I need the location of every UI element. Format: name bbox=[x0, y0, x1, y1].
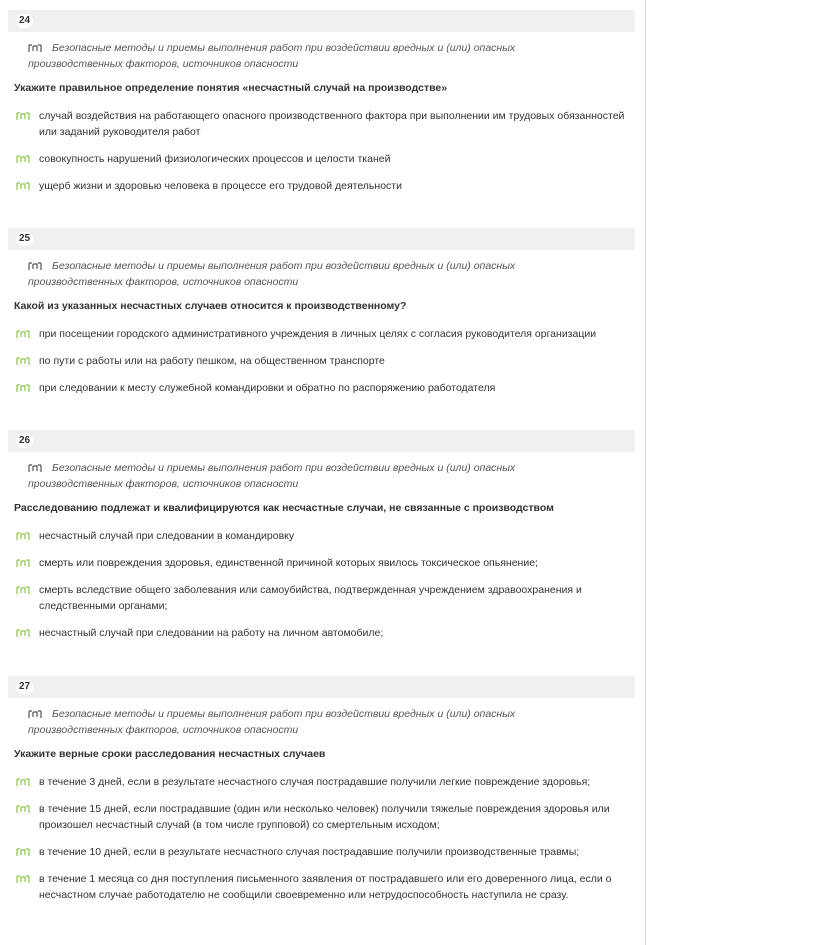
answer-list bbox=[0, 108, 645, 194]
checkbox-icon[interactable] bbox=[16, 804, 30, 814]
answer-option[interactable] bbox=[39, 108, 635, 140]
answer-option[interactable] bbox=[39, 353, 635, 369]
answer-option[interactable] bbox=[39, 801, 635, 833]
answer-option[interactable] bbox=[39, 528, 635, 544]
answer-option[interactable] bbox=[39, 555, 635, 571]
answer-option[interactable] bbox=[39, 844, 635, 860]
answer-text: в течение 1 месяца со дня поступления письменного заявления от пострадавшего или его доверенного лица, если о несчастном случае работодателю не сообщили своевременно или нетрудоспособность наступила не сразу. bbox=[39, 873, 612, 901]
question-topic bbox=[28, 40, 605, 72]
answer-text: при следовании к месту служебной командировки и обратно по распоряжению работодателя bbox=[39, 382, 496, 394]
answer-text: в течение 3 дней, если в результате несчастного случая пострадавшие получили легкие повреждение здоровья; bbox=[39, 776, 591, 788]
answer-text: ущерб жизни и здоровью человека в процессе его трудовой деятельности bbox=[39, 180, 402, 192]
answer-option[interactable] bbox=[39, 774, 635, 790]
tag-icon bbox=[28, 463, 42, 473]
question-header bbox=[8, 676, 635, 698]
answer-option[interactable] bbox=[39, 326, 635, 342]
question-block bbox=[0, 228, 645, 407]
answer-option[interactable] bbox=[39, 871, 635, 903]
answer-text: совокупность нарушений физиологических процессов и целости тканей bbox=[39, 153, 391, 165]
checkbox-icon[interactable] bbox=[16, 383, 30, 393]
answer-option[interactable] bbox=[39, 151, 635, 167]
answer-text: при посещении городского административного учреждения в личных целях с согласия руководителя организации bbox=[39, 328, 597, 340]
checkbox-icon[interactable] bbox=[16, 874, 30, 884]
answer-option[interactable] bbox=[39, 178, 635, 194]
question-header bbox=[8, 10, 635, 32]
question-header bbox=[8, 430, 635, 452]
question-number: 26 bbox=[16, 434, 33, 448]
answer-text: случай воздействия на работающего опасного производственного фактора при выполнении им трудовых обязанностей или заданий руководителя работ bbox=[39, 110, 625, 138]
checkbox-icon[interactable] bbox=[16, 585, 30, 595]
checkbox-icon[interactable] bbox=[16, 628, 30, 638]
question-text: Какой из указанных несчастных случаев относится к производственному? bbox=[14, 300, 407, 312]
checkbox-icon[interactable] bbox=[16, 181, 30, 191]
answer-text: в течение 10 дней, если в результате несчастного случая пострадавшие получили производственные травмы; bbox=[39, 846, 580, 858]
checkbox-icon[interactable] bbox=[16, 111, 30, 121]
tag-icon bbox=[28, 43, 42, 53]
answer-list bbox=[0, 326, 645, 396]
tag-icon bbox=[28, 261, 42, 271]
question-header bbox=[8, 228, 635, 250]
checkbox-icon[interactable] bbox=[16, 356, 30, 366]
question-topic bbox=[28, 706, 605, 738]
answer-text: смерть вследствие общего заболевания или самоубийства, подтвержденная учреждением здравоохранения и следственными органами; bbox=[39, 584, 582, 612]
topic-text: Безопасные методы и приемы выполнения работ при воздействии вредных и (или) опасных производственных факторов, источников опасности bbox=[28, 260, 516, 288]
question-block bbox=[0, 10, 645, 205]
question-number: 25 bbox=[16, 232, 33, 246]
tag-icon bbox=[28, 709, 42, 719]
question-number: 27 bbox=[16, 680, 33, 694]
checkbox-icon[interactable] bbox=[16, 329, 30, 339]
question-block bbox=[0, 430, 645, 652]
answer-text: смерть или повреждения здоровья, единственной причиной которых явилось токсическое опьянение; bbox=[39, 557, 538, 569]
answer-option[interactable] bbox=[39, 380, 635, 396]
question-block bbox=[0, 676, 645, 914]
topic-text: Безопасные методы и приемы выполнения работ при воздействии вредных и (или) опасных производственных факторов, источников опасности bbox=[28, 708, 516, 736]
answer-text: несчастный случай при следовании в командировку bbox=[39, 530, 295, 542]
answer-option[interactable] bbox=[39, 625, 635, 641]
question-number: 24 bbox=[16, 14, 33, 28]
question-topic bbox=[28, 460, 605, 492]
answer-list bbox=[0, 774, 645, 903]
answer-text: по пути с работы или на работу пешком, на общественном транспорте bbox=[39, 355, 385, 367]
question-topic bbox=[28, 258, 605, 290]
checkbox-icon[interactable] bbox=[16, 531, 30, 541]
checkbox-icon[interactable] bbox=[16, 154, 30, 164]
question-text: Укажите правильное определение понятия «несчастный случай на производстве» bbox=[14, 82, 448, 94]
checkbox-icon[interactable] bbox=[16, 777, 30, 787]
answer-text: несчастный случай при следовании на работу на личном автомобиле; bbox=[39, 627, 384, 639]
answer-list bbox=[0, 528, 645, 641]
topic-text: Безопасные методы и приемы выполнения работ при воздействии вредных и (или) опасных производственных факторов, источников опасности bbox=[28, 42, 516, 70]
checkbox-icon[interactable] bbox=[16, 847, 30, 857]
question-text: Расследованию подлежат и квалифицируются как несчастные случаи, не связанные с производством bbox=[14, 502, 554, 514]
question-text: Укажите верные сроки расследования несчастных случаев bbox=[14, 748, 326, 760]
checkbox-icon[interactable] bbox=[16, 558, 30, 568]
topic-text: Безопасные методы и приемы выполнения работ при воздействии вредных и (или) опасных производственных факторов, источников опасности bbox=[28, 462, 516, 490]
answer-option[interactable] bbox=[39, 582, 635, 614]
answer-text: в течение 15 дней, если пострадавшие (один или несколько человек) получили тяжелые повреждения здоровья или произошел несчастный случай (в том числе групповой) со смертельным исходом; bbox=[39, 803, 610, 831]
